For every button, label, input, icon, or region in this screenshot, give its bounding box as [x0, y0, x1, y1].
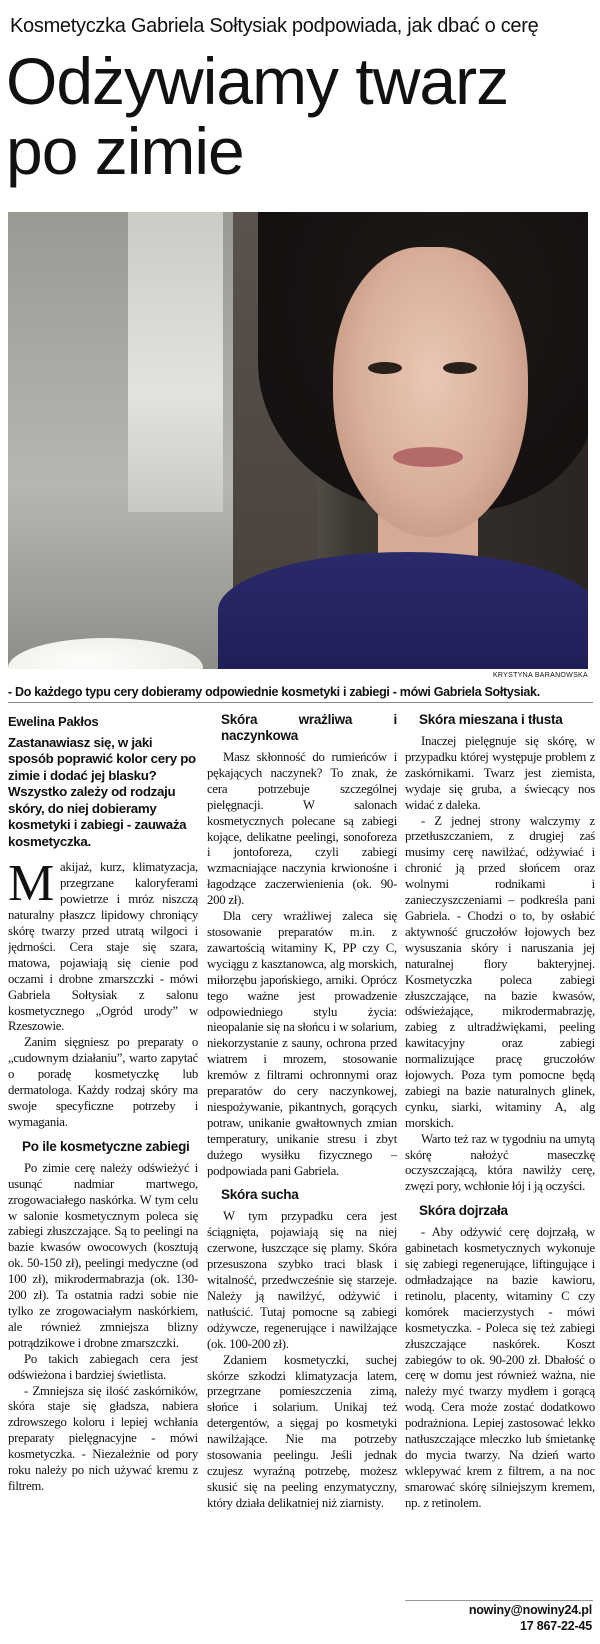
footer-divider — [405, 1600, 593, 1601]
photo-caption: - Do każdego typu cery dobieramy odpowiednie kosmetyki i zabiegi - mówi Gabriela Sołtysiak. — [8, 685, 540, 699]
cosmetic-jar-image — [8, 642, 208, 669]
contact-footer — [469, 1602, 592, 1634]
body-paragraph: - Zmniejsza się ilość zaskórników, skóra staje się gładsza, nabiera zdrowszego koloru i lepiej wchłania preparaty pielęgnacyjne - mówi kosmetyczka. - Niezależnie od pory roku należy po nich używać kremu z filtrem. — [8, 1383, 198, 1493]
section-heading: Skóra dojrzała — [419, 1203, 508, 1219]
author-byline: Ewelina Pakłos — [8, 714, 99, 729]
body-paragraph: akijaż, kurz, klimatyzacja, przegrzane kaloryferami powietrze i mróz niszczą naturalny płaszcz lipidowy chroniący skórę twarzy przed utratą wilgoci i jędrności. Cera staje się szara, matowa, pojawiają się cienie pod oczami i drobne zmarszczki - mówi Gabriela Sołtysiak z salonu kosmetycznego „Ogród urody” w Rzeszowie. — [8, 860, 198, 1034]
column-2 — [207, 712, 397, 1512]
body-paragraph: Po takich zabiegach cera jest odświeżona i bardziej świetlista. — [8, 1351, 198, 1382]
divider — [8, 702, 593, 703]
photo-credit: KRYSTYNA BARANOWSKA — [492, 672, 588, 679]
body-paragraph: Zanim sięgniesz po preparaty o „cudownym działaniu”, warto zapytać o poradę kosmetyczkę lub dermatologa. Każdy rodzaj skóry ma swoje specyficzne potrzeby i wymagania. — [8, 1035, 198, 1129]
body-paragraph: Warto też raz w tygodniu na umytą skórę nałożyć maseczkę oczyszczającą, która nawilży cerę, zwęzi pory, wchłonie łój i ją oczyści. — [405, 1131, 595, 1194]
section-heading: Skóra wrażliwa i naczynkowa — [221, 712, 397, 743]
lead-paragraph: Zastanawiasz się, w jaki sposób poprawić kolor cery po zimie i dodać jej blasku? Wszystko zależy od rodzaju skóry, do niej dobieramy kosmetyki i zabiegi - zauważa kosmetyczka. — [8, 734, 196, 849]
body-paragraph: Dla cery wrażliwej zaleca się stosowanie preparatów m.in. z zawartością witaminy K, PP czy C, wyciągu z kasztanowca, alg morskich, miłorzębu japońskiego, arniki. Oprócz tego ważne jest prowadzenie odpowiedniego stylu życia: nieopalanie się na słońcu i w solarium, niekorzystanie z sauny, ochrona przed wiatrem i mrozem, stosowanie kremów z filtrami ochronnymi oraz preparatów do cery naczynkowej, niespożywanie, pikantnych, gorących potraw, unikanie gwałtownych zmian temperatury, unikanie stresu i zbyt dużego wysiłku fizycznego – podpowiada pani Gabriela. — [207, 909, 397, 1178]
column-1 — [8, 712, 198, 1495]
section-heading: Skóra mieszana i tłusta — [419, 712, 563, 727]
body-paragraph: Zdaniem kosmetyczki, suchej skórze szkodzi klimatyzacja latem, przegrzane pomieszczenia zimą, słońce i solarium. Unikaj też detergentów, a sięgaj po kosmetyki nawilżające. Nie ma potrzeby stosowania peelingu. Jeśli jednak czujesz wyraźną potrzebę, możesz skusić się na peeling enzymatyczny, który działa delikatniej niż ziarnisty. — [207, 1352, 397, 1510]
contact-phone: 17 867-22-45 — [520, 1619, 592, 1633]
body-paragraph: - Z jednej strony walczymy z przetłuszczaniem, z drugiej zaś musimy cerę nawilżać, odżywiać i chronić ją przed słońcem oraz wolnymi rodnikami i zanieczyszczeniami – podkreśla pani Gabriela. - Chodzi o to, by osłabić aktywność gruczołów łojowych bez wysuszania skóry i naruszania jej naturalnej flory bakteryjnej. Kosmetyczka poleca zabiegi złuszczające, na bazie kwasów, odświeżające, mikrodermabrazję, zabieg z ultradźwiękami, peeling kawitacyjny oraz zabiegi normalizujące pracę gruczołów łojowych. Poza tym pomocne będą zabiegi na bazie naturalnych glinek, cynku, siarki, witaminy A, alg morskich. — [405, 813, 595, 1130]
section-heading: Skóra sucha — [221, 1187, 299, 1203]
headline: Odżywiamy twarz po zimie — [6, 44, 509, 188]
section-heading: Po ile kosmetyczne zabiegi — [22, 1138, 190, 1154]
column-3 — [405, 712, 595, 1512]
body-paragraph: - Aby odżywić cerę dojrzałą, w gabinetach kosmetycznych wykonuje się zabiegi regenerujące, liftingujące i odmładzające na bazie kawioru, retinolu, placenty, witaminy C czy komórek macierzystych - mówi kosmetyczka. - Poleca się też zabiegi złuszczające naskórek. Koszt zabiegów to ok. 90-200 zł. Dbałość o cerę w domu jest również ważna, nie należy myć twarzy mydłem i gorącą wodą. Cera może zostać dodatkowo podrażniona. Lepiej zastosować lekko natłuszczające mleczko lub śmietankę do mycia twarzy. Na dzień warto wklepywać krem z filtrem, a na noc smarować skórę silniejszym kremem, np. z retinolem. — [405, 1225, 595, 1510]
portrait-photo — [8, 212, 588, 669]
body-paragraph: Inaczej pielęgnuje się skórę, w przypadku której występuje problem z zaskórnikami. Twarz jest ziemista, wydaje się gruba, a świecący nos widać z daleka. — [405, 734, 595, 812]
drop-cap: M — [8, 860, 54, 913]
kicker: Kosmetyczka Gabriela Sołtysiak podpowiada, jak dbać o cerę — [10, 15, 539, 37]
body-paragraph: Masz skłonność do rumieńców i pękających naczynek? To znak, że cera potrzebuje szczególnej pielęgnacji. W salonach kosmetycznych polecane są zabiegi kojące, delikatne peelingi, sonoforeza i jontoforeza, czyli zabiegi wzmacniające naczynia krwionośne i łagodzące zaczerwienienia (ok. 90-200 zł). — [207, 750, 397, 908]
body-paragraph: W tym przypadku cera jest ściągnięta, pojawiają się na niej czerwone, łuszczące się plamy. Skóra przesuszona szybko traci blask i witalność, przedwcześnie się starzeje. Należy ją nawilżyć, odżywić i natłuścić. Tutaj pomocne są zabiegi odżywcze, regenerujące i nawilżające (ok. 100-200 zł). — [207, 1209, 397, 1351]
body-paragraph: Po zimie cerę należy odświeżyć i usunąć nadmiar martwego, zrogowaciałego naskórka. W tym celu w salonie kosmetycznym poleca się zabiegi złuszczające. Są to peelingi na bazie kwasów owocowych (kosztują ok. 50-150 zł), peelingi medyczne (od 100 zł), mikrodermabrazja (ok. 130-200 zł). Ta ostatnia radzi sobie nie tylko ze zrogowaciałym naskórkiem, ale również zmniejsza blizny potrądzikowe i drobne zmarszczki. — [8, 1160, 198, 1350]
contact-email[interactable]: nowiny@nowiny24.pl — [468, 1603, 592, 1617]
